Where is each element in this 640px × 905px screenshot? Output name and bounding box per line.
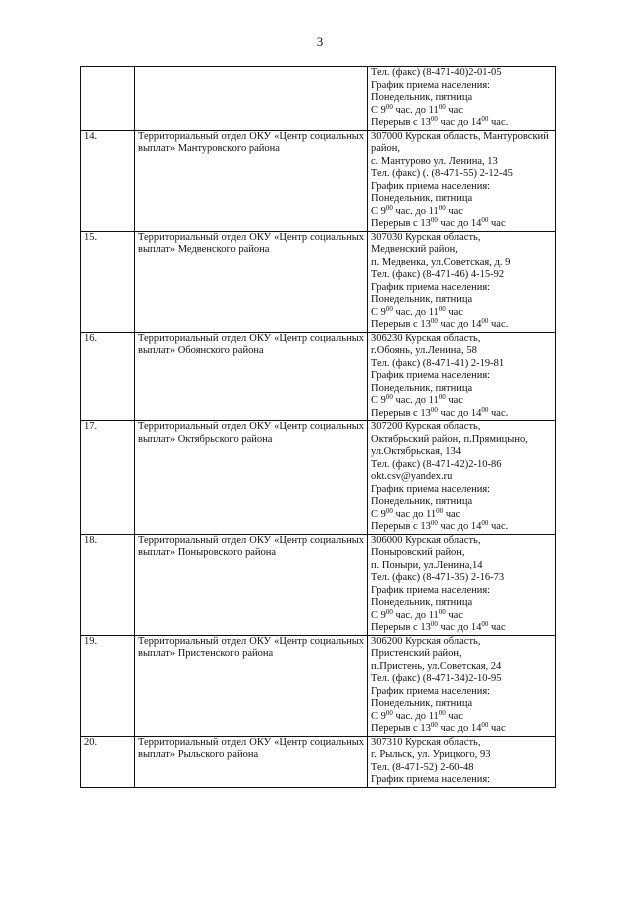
schedule-hours-sup: 00 xyxy=(385,506,393,515)
contact-phone: Тел. (факс) (8-471-41) 2-19-81 xyxy=(371,357,505,369)
schedule-hours-part: час xyxy=(445,306,463,318)
row-number-cell xyxy=(81,736,135,787)
address-line: Пристенский район, xyxy=(371,648,462,659)
page-number: 3 xyxy=(316,34,324,49)
schedule-break-part: час. xyxy=(488,319,509,330)
schedule-break xyxy=(371,218,552,231)
contact-phone: Тел. (факс) (8-471-46) 4-15-92 xyxy=(371,269,505,280)
schedule-break-part: Перерыв с 13 xyxy=(371,218,431,229)
table-row-continued xyxy=(81,67,556,131)
schedule-break-sup: 00 xyxy=(430,620,438,628)
schedule-hours-part: час. до 11 xyxy=(392,710,439,722)
schedule-days: Понедельник, пятница xyxy=(371,294,473,305)
schedule-hours-sup: 00 xyxy=(438,304,446,313)
schedule-hours-part: час. до 11 xyxy=(392,205,439,217)
org-cell xyxy=(135,635,368,736)
address-line: 307310 Курская область, xyxy=(371,736,481,748)
contact-cell xyxy=(368,534,556,635)
address-line: п. Медвенка, ул.Советская, д. 9 xyxy=(371,256,511,268)
schedule-hours-sup: 00 xyxy=(385,708,393,717)
address-line: п.Пристень, ул.Советская, 24 xyxy=(371,660,502,672)
schedule-days: Понедельник, пятница xyxy=(371,597,473,608)
schedule-break xyxy=(371,521,552,534)
org-name: Территориальный отдел ОКУ «Центр социальных выплат» Пристенского района xyxy=(138,635,364,659)
schedule-break-part: Перерыв с 13 xyxy=(371,521,431,532)
contact-email: okt.csv@yandex.ru xyxy=(371,471,453,482)
schedule-break-part: Перерыв с 13 xyxy=(371,622,431,633)
schedule-title: График приема населения: xyxy=(371,774,491,785)
table-row xyxy=(81,231,556,332)
schedule-break-part: час. xyxy=(488,407,509,419)
address-line: 307200 Курская область, xyxy=(371,421,481,432)
schedule-break-part: час xyxy=(488,723,506,734)
schedule-hours-sup: 00 xyxy=(438,607,446,616)
schedule-break xyxy=(371,319,552,332)
schedule-break-part: Перерыв с 13 xyxy=(371,723,431,734)
break-part: час. xyxy=(488,117,509,128)
hours-part: час. до 11 xyxy=(392,104,439,116)
org-name: Территориальный отдел ОКУ «Центр социальных выплат» Мантуровского района xyxy=(138,130,364,154)
row-number: 17. xyxy=(84,421,98,432)
org-cell xyxy=(135,332,368,421)
address-line: с. Мантурово ул. Ленина, 13 xyxy=(371,155,498,167)
address-line: Медвенский район, xyxy=(371,244,458,255)
schedule-break xyxy=(371,622,552,635)
schedule-title: График приема населения: xyxy=(371,370,491,381)
schedule-title: График приема населения: xyxy=(371,483,491,495)
org-name: Территориальный отдел ОКУ «Центр социальных выплат» Октябрьского района xyxy=(138,421,364,445)
break-sup: 00 xyxy=(430,115,438,123)
schedule-break xyxy=(371,405,552,421)
schedule-days: Понедельник, пятница xyxy=(371,496,473,507)
schedule-hours-sup: 00 xyxy=(385,203,393,212)
schedule-hours-part: час. до 11 xyxy=(392,609,439,621)
break-part: час до 14 xyxy=(437,117,482,128)
org-cell xyxy=(135,534,368,635)
schedule-hours-part: С 9 xyxy=(371,205,386,217)
contact-cell xyxy=(368,736,556,787)
schedule-break-sup: 00 xyxy=(430,405,438,414)
schedule-days: Понедельник, пятница xyxy=(371,193,473,204)
row-number: 16. xyxy=(84,332,98,344)
hours-part: С 9 xyxy=(371,104,386,116)
schedule-hours xyxy=(371,102,552,118)
table-row xyxy=(81,421,556,535)
schedule-hours-part: час. до 11 xyxy=(392,395,439,406)
row-number: 19. xyxy=(84,635,98,647)
schedule-title: График приема населения: xyxy=(371,685,491,697)
schedule-hours-sup: 00 xyxy=(385,607,393,616)
org-cell xyxy=(135,736,368,787)
hours-sup: 00 xyxy=(438,102,446,111)
contact-phone: Тел. (факс) (8-471-42)2-10-86 xyxy=(371,458,502,470)
schedule-hours-part: С 9 xyxy=(371,710,386,722)
schedule-break-part: Перерыв с 13 xyxy=(371,407,431,419)
schedule-hours xyxy=(371,304,552,320)
schedule-hours-sup: 00 xyxy=(436,506,444,515)
row-number-cell xyxy=(81,635,135,736)
schedule-title: График приема населения: xyxy=(371,281,491,293)
org-cell xyxy=(135,67,368,131)
address-line: Октябрьский район, п.Прямицыно, xyxy=(371,433,528,445)
schedule-title: График приема населения: xyxy=(371,584,491,596)
schedule-hours xyxy=(371,607,552,623)
schedule-hours-part: С 9 xyxy=(371,508,386,520)
address-line: 307030 Курская область, xyxy=(371,231,481,243)
schedule-hours-part: час xyxy=(445,710,463,722)
schedule-hours-part: час xyxy=(445,395,463,406)
contact-phone: Тел. (8-471-52) 2-60-48 xyxy=(371,761,474,773)
org-cell xyxy=(135,421,368,535)
schedule-hours-part: С 9 xyxy=(371,609,386,621)
schedule-break-sup: 00 xyxy=(430,519,438,527)
schedule-break xyxy=(371,723,552,736)
address-line: 306230 Курская область, xyxy=(371,332,481,344)
address-line: Поныровский район, xyxy=(371,547,465,558)
org-name: Территориальный отдел ОКУ «Центр социальных выплат» Поныровского района xyxy=(138,534,364,558)
schedule-hours-part: С 9 xyxy=(371,395,386,406)
row-number-cell xyxy=(81,231,135,332)
break-part: Перерыв с 13 xyxy=(371,117,431,128)
contact-cell xyxy=(368,332,556,421)
row-number-cell xyxy=(81,130,135,231)
address-line: район, xyxy=(371,143,401,154)
row-number-cell xyxy=(81,67,135,131)
schedule-hours xyxy=(371,506,552,522)
schedule-break-sup: 00 xyxy=(430,216,438,224)
contact-cell xyxy=(368,421,556,535)
schedule-hours-part: час до 11 xyxy=(392,508,437,520)
schedule-days: Понедельник, пятница xyxy=(371,698,473,709)
schedule-break-part: час до 14 xyxy=(437,521,482,532)
schedule-break-sup: 00 xyxy=(430,721,438,729)
contact-phone: Тел. (факс) (. (8-471-55) 2-12-45 xyxy=(371,168,513,179)
schedule-break-part: час xyxy=(488,622,506,633)
schedule-break-part: час до 14 xyxy=(437,622,482,633)
schedule-hours-part: час xyxy=(445,205,463,217)
schedule-break-sup: 00 xyxy=(481,317,489,325)
hours-sup: 00 xyxy=(385,102,393,111)
address-line: 306000 Курская область, xyxy=(371,534,481,546)
schedule-hours-sup: 00 xyxy=(438,393,446,401)
schedule-break-sup: 00 xyxy=(481,721,489,729)
address-line: п. Поныри, ул.Ленина,14 xyxy=(371,559,483,571)
schedule-break-part: час до 14 xyxy=(437,723,482,734)
row-number: 15. xyxy=(84,231,98,243)
break-sup: 00 xyxy=(481,115,489,123)
row-number-cell xyxy=(81,421,135,535)
row-number-cell xyxy=(81,534,135,635)
address-line: г. Рыльск, ул. Урицкого, 93 xyxy=(371,749,491,760)
schedule-hours-sup: 00 xyxy=(385,304,393,313)
address-line: 306200 Курская область, xyxy=(371,635,481,647)
schedule-title: График приема населения: xyxy=(371,180,491,192)
contact-cell xyxy=(368,130,556,231)
row-number: 14. xyxy=(84,130,98,142)
schedule-hours xyxy=(371,708,552,724)
schedule-break-sup: 00 xyxy=(481,405,489,414)
hours-part: час xyxy=(445,104,463,116)
table-row xyxy=(81,635,556,736)
table-row xyxy=(81,332,556,421)
org-cell xyxy=(135,231,368,332)
schedule-break-sup: 00 xyxy=(481,620,489,628)
schedule-hours-part: час xyxy=(445,609,463,621)
schedule-break-sup: 00 xyxy=(430,317,438,325)
schedule-hours-sup: 00 xyxy=(385,393,393,401)
row-number: 18. xyxy=(84,534,98,546)
schedule-hours-part: С 9 xyxy=(371,306,386,318)
schedule-title: График приема населения: xyxy=(371,79,491,91)
table-row xyxy=(81,736,556,787)
org-name: Территориальный отдел ОКУ «Центр социальных выплат» Рыльского района xyxy=(138,736,364,760)
row-number: 20. xyxy=(84,736,98,748)
schedule-break-part: час до 14 xyxy=(437,407,482,419)
schedule-break xyxy=(371,117,552,130)
contact-cell xyxy=(368,635,556,736)
schedule-hours-part: час xyxy=(443,508,461,520)
table-row xyxy=(81,534,556,635)
schedule-break-part: Перерыв с 13 xyxy=(371,319,431,330)
contact-cell xyxy=(368,67,556,131)
offices-table xyxy=(80,66,556,788)
address-line: ул.Октябрьская, 134 xyxy=(371,446,461,457)
address-line: г.Обоянь, ул.Ленина, 58 xyxy=(371,345,477,356)
offices-table-body xyxy=(81,67,556,788)
org-name: Территориальный отдел ОКУ «Центр социальных выплат» Обоянского района xyxy=(138,332,364,356)
contact-cell xyxy=(368,231,556,332)
schedule-break-part: час до 14 xyxy=(437,218,482,229)
schedule-break-sup: 00 xyxy=(481,216,489,224)
schedule-days: Понедельник, пятница xyxy=(371,382,473,394)
address-line: 307000 Курская область, Мантуровский xyxy=(371,130,549,142)
schedule-break-part: час xyxy=(488,218,506,229)
schedule-hours xyxy=(371,395,552,408)
schedule-hours xyxy=(371,203,552,219)
schedule-break-part: час до 14 xyxy=(437,319,482,330)
schedule-break-part: час. xyxy=(488,521,509,532)
schedule-hours-part: час. до 11 xyxy=(392,306,439,318)
org-cell xyxy=(135,130,368,231)
contact-phone: Тел. (факс) (8-471-35) 2-16-73 xyxy=(371,572,505,583)
contact-phone: Тел. (факс) (8-471-34)2-10-95 xyxy=(371,673,502,684)
contact-phone: Тел. (факс) (8-471-40)2-01-05 xyxy=(371,67,502,78)
row-number-cell xyxy=(81,332,135,421)
schedule-days: Понедельник, пятница xyxy=(371,92,473,103)
table-row xyxy=(81,130,556,231)
schedule-hours-sup: 00 xyxy=(438,203,446,212)
org-name: Территориальный отдел ОКУ «Центр социальных выплат» Медвенского района xyxy=(138,231,364,255)
schedule-hours-sup: 00 xyxy=(438,708,446,717)
schedule-break-sup: 00 xyxy=(481,519,489,527)
